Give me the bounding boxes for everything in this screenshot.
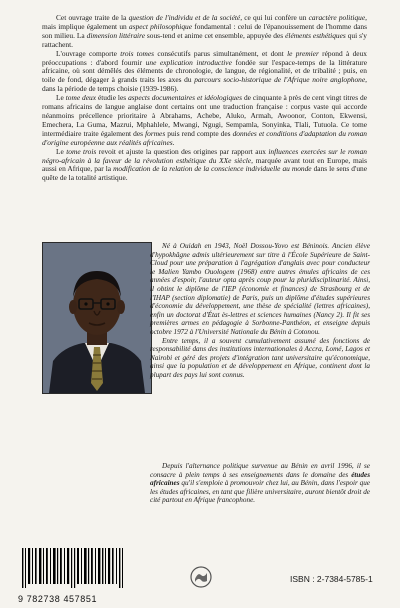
barcode-bars xyxy=(18,548,130,588)
book-summary xyxy=(42,14,367,183)
author-bio-continued xyxy=(150,462,370,505)
author-photo xyxy=(42,242,152,394)
author-bio xyxy=(150,242,370,380)
bio-paragraph-1: Né à Ouidah en 1943, Noël Dossou-Yovo est Béninois. Ancien élève d'hypokhâgne admis ultérieurement sur titre à l'École Supérieure de Saint-Cloud pour une préparation à l'agrégation d'anglais avec pour conducteur le Malien Yambo Ouologem (1968) entre autres émules africains de ces années d'espoir, l'auteur opta après coup pour la pluridisciplinarité. Ainsi, il obtint le diplôme de l'IEP (économie et finances) de Strasbourg et de l'IHAP (section diplomatie) de Paris, puis un diplôme d'études supérieures d'économie du développement, une thèse de spécialité (lettres africaines), enfin un doctorat d'État ès-lettres et sciences humaines (Nancy 2). Il fit ses premières armes en pédagogie à Sorbonne-Panthéon, et enseigne depuis octobre 1972 à l'Université Nationale du Bénin à Cotonou. xyxy=(150,242,370,336)
barcode-digits: 9 782738 457851 xyxy=(18,594,98,604)
summary-paragraph-3: Le tome deux étudie les aspects documentaires et idéologiques de cinquante à près de cent vingt titres de romans africains de langue anglaise dont certains ont une traduction française : corpus vaste qui accorde néanmoins précellence prioritaire à Abrahams, Achebe, Aluko, Armah, Awoonor, Conton, Ekwensi, Emechera, La Guma, Mazrui, Mphahlele, Mwangi, Ngugi, Sempamla, Sonyinka, Tlali, Tutuola. Ce tome intermédiaire traite également des formes puis rend compte des données et conditions d'adaptation du roman d'origine européenne aux réalités africaines. xyxy=(42,93,367,147)
summary-paragraph-4: Le tome trois revoit et ajuste la question des origines par rapport aux influences exercées sur le roman négro-africain à la faveur de la révolution esthétique du XXe siècle, marquée avant tout en Europe, mais aussi en Afrique, par la modification de la relation de la conscience individuelle au monde dans le sens d'une quête de la totalité artistique. xyxy=(42,146,367,183)
summary-paragraph-1: Cet ouvrage traite de la question de l'individu et de la société, ce qui lui confère un caractère politique, mais implique également un aspect philosophique fondamental : celui de l'épanouissement de l'homme dans son milieu. La dimension littéraire sous-tend et anime cet ensemble, appuyée des éléments esthétiques qui s'y rattachent. xyxy=(42,13,368,49)
barcode xyxy=(18,548,130,604)
publisher-logo-icon xyxy=(190,566,212,588)
author-portrait-illustration xyxy=(43,243,151,393)
summary-paragraph-2: L'ouvrage comporte trois tomes consécutifs parus simultanément, et dont le premier répond à deux préoccupations : d'abord fournir une explication introductive fondée sur l'espace-temps de la littérature africaine, où sont démêlés des éléments de chronologie, de langue, de régionalité, et de tribalité ; puis, en toile de fond, dégager à grands traits les axes du parcours socio-historique de l'Afrique noire anglophone, dans la période de temps choisie (1939-1986). xyxy=(42,48,367,94)
bio-paragraph-3: Depuis l'alternance politique survenue au Bénin en avril 1996, il se consacre à plein temps à ses enseignements dans le domaine des études africaines qu'il s'emploie à promouvoir chez lui, au Bénin, dans l'espoir que les études africaines, en tant que filière universitaire, auront bientôt droit de cité partout en Afrique francophone. xyxy=(150,462,370,505)
isbn: ISBN : 2-7384-5785-1 xyxy=(290,574,373,584)
bio-paragraph-2: Entre temps, il a souvent cumulativement assumé des fonctions de responsabilité dans des institutions internationales à Accra, Lomé, Lagos et Nairobi et géré des projets d'intégration tant universitaire qu'économique, ainsi que la population et de développement en Afrique, continent dont la plupart des pays lui sont connus. xyxy=(150,336,370,379)
